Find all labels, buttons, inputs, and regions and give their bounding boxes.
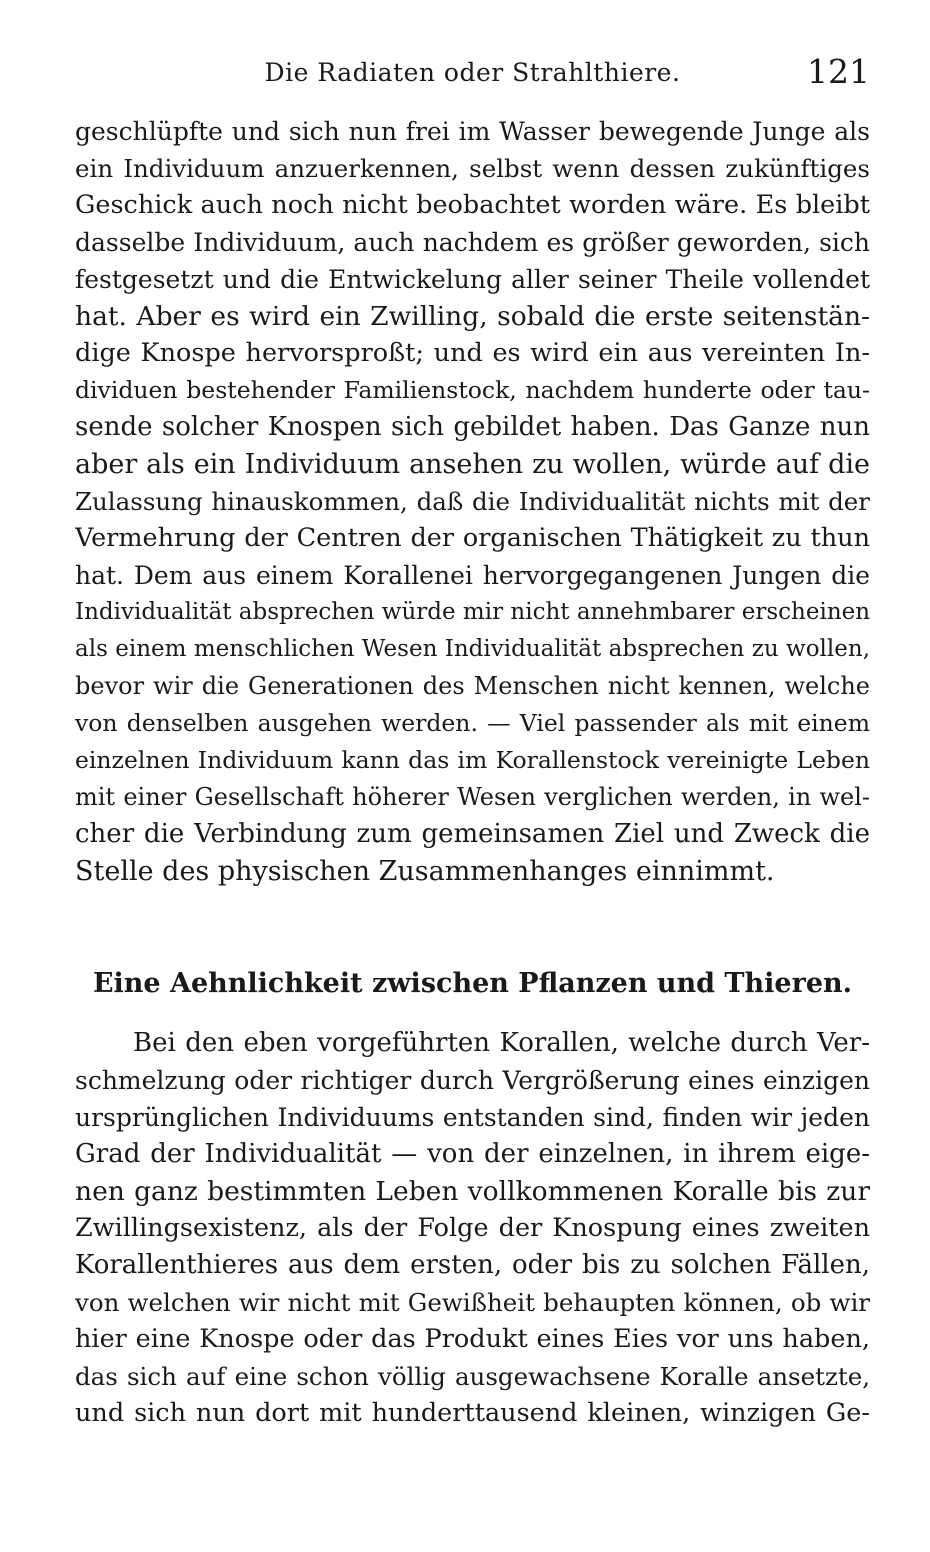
text-line: nen ganz bestimmten Leben vollkommenen Koralle bis zur	[75, 1176, 870, 1207]
text-line: Grad der Individualität — von der einzelnen, in ihrem eige-	[75, 1139, 870, 1169]
text-line: sende solcher Knospen sich gebildet haben. Das Ganze nun	[75, 412, 870, 442]
text-line: geschlüpfte und sich nun frei im Wasser bewegende Junge als	[75, 117, 870, 146]
text-line: Stelle des physischen Zusammenhanges einnimmt.	[75, 856, 775, 887]
paragraph-continuation	[75, 113, 870, 890]
text-line: von welchen wir nicht mit Gewißheit behaupten können, ob wir	[75, 1288, 870, 1317]
text-line: Zwillingsexistenz, als der Folge der Knospung eines zweiten	[75, 1213, 870, 1243]
text-line: dige Knospe hervorsproßt; und es wird ein aus vereinten In-	[75, 338, 870, 368]
text-line: dividuen bestehender Familienstock, nachdem hunderte oder tau-	[75, 376, 870, 404]
text-line: Korallenthieres aus dem ersten, oder bis zu solchen Fällen,	[75, 1250, 870, 1280]
text-line: dasselbe Individuum, auch nachdem es größer geworden, sich	[75, 228, 870, 257]
text-line: einzelnen Individuum kann das im Korallenstock vereinigte Leben	[75, 746, 870, 774]
page-number: 121	[807, 52, 870, 91]
text-line: Zulassung hinauskommen, daß die Individualität nichts mit der	[75, 487, 870, 516]
text-line: und sich nun dort mit hunderttausend kleinen, winzigen Ge-	[75, 1398, 870, 1428]
text-line: als einem menschlichen Wesen Individualität absprechen zu wollen,	[75, 636, 870, 662]
text-line: Geschick auch noch nicht beobachtet worden wäre. Es bleibt	[75, 190, 870, 220]
text-line: schmelzung oder richtiger durch Vergrößerung eines einzigen	[75, 1066, 870, 1095]
text-line: mit einer Gesellschaft höherer Wesen verglichen werden, in wel-	[75, 783, 870, 811]
section-heading: Eine Aehnlichkeit zwischen Pflanzen und Thieren.	[92, 968, 853, 999]
text-line: festgesetzt und die Entwickelung aller seiner Theile vollendet	[75, 265, 870, 294]
text-line: cher die Verbindung zum gemeinsamen Ziel und Zweck die	[75, 819, 870, 849]
text-line: hier eine Knospe oder das Produkt eines Eies vor uns haben,	[75, 1324, 870, 1354]
text-line: Bei den eben vorgeführten Korallen, welche durch Ver-	[133, 1028, 870, 1058]
text-line: ursprünglichen Individuums entstanden sind, finden wir jeden	[75, 1103, 870, 1132]
text-line: Vermehrung der Centren der organischen Thätigkeit zu thun	[75, 523, 870, 553]
paragraph-section	[75, 1025, 870, 1432]
text-line: hat. Aber es wird ein Zwilling, sobald die erste seitenstän-	[75, 301, 870, 332]
running-title: Die Radiaten oder Strahlthiere.	[264, 58, 681, 87]
text-line: von denselben ausgehen werden. — Viel passender als mit einem	[75, 709, 870, 737]
text-line: bevor wir die Generationen des Menschen nicht kennen, welche	[75, 672, 870, 700]
text-line: Individualität absprechen würde mir nicht annehmbarer erscheinen	[75, 599, 870, 625]
text-line: ein Individuum anzuerkennen, selbst wenn dessen zukünftiges	[75, 154, 870, 183]
text-line: aber als ein Individuum ansehen zu wollen, würde auf die	[75, 449, 870, 480]
text-line: das sich auf eine schon völlig ausgewachsene Koralle ansetzte,	[75, 1362, 870, 1391]
text-line: hat. Dem aus einem Korallenei hervorgegangenen Jungen die	[75, 561, 870, 590]
running-head	[75, 52, 870, 96]
